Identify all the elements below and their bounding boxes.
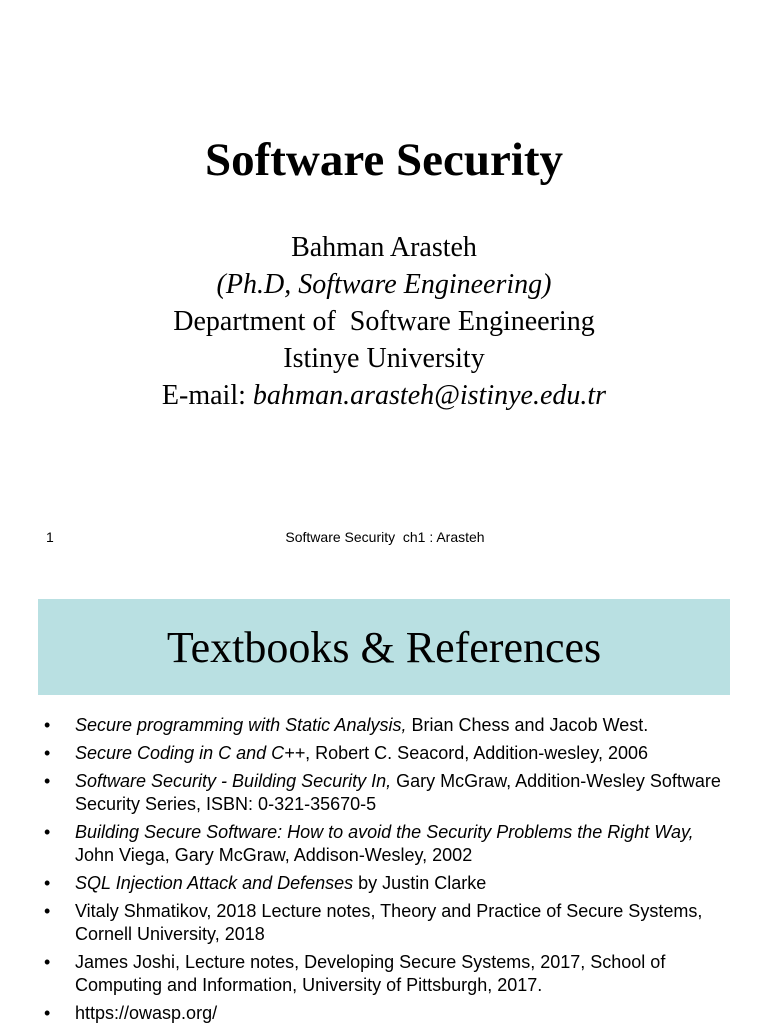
email-label: E-mail: — [161, 380, 253, 411]
list-item — [44, 951, 734, 997]
email-address: bahman.arasteh@istinye.edu.tr — [252, 380, 607, 411]
list-item — [44, 770, 734, 816]
reference-title: Secure Coding in C and C++ — [75, 743, 306, 763]
author-block — [0, 229, 768, 414]
list-item — [44, 742, 734, 765]
reference-title: SQL Injection Attack and Defenses — [75, 873, 354, 893]
references-list — [44, 714, 734, 1030]
reference-title: Secure programming with Static Analysis, — [75, 715, 407, 735]
author-name: Bahman Arasteh — [291, 232, 477, 263]
bullet-icon: • — [44, 873, 51, 893]
references-title: Textbooks & References — [166, 622, 602, 672]
reference-details: Vitaly Shmatikov, 2018 Lecture notes, Theory and Practice of Secure Systems, Cornell University, 2018 — [75, 901, 703, 944]
reference-details: James Joshi, Lecture notes, Developing Secure Systems, 2017, School of Computing and Information, University of Pittsburgh, 2017. — [75, 952, 666, 995]
slide-title: Software Security — [204, 134, 564, 186]
slide-footer: Software Security ch1 : Arasteh — [285, 529, 485, 545]
bullet-icon: • — [44, 952, 51, 972]
university: Istinye University — [283, 343, 485, 374]
page-number: 1 — [46, 529, 54, 545]
bullet-icon: • — [44, 743, 51, 763]
list-item — [44, 900, 734, 946]
reference-details: , Robert C. Seacord, Addition-wesley, 2006 — [305, 743, 649, 763]
bullet-icon: • — [44, 822, 51, 842]
reference-title: Building Secure Software: How to avoid the Security Problems the Right Way, — [75, 822, 694, 842]
reference-details: https://owasp.org/ — [75, 1003, 218, 1023]
list-item — [44, 1002, 734, 1025]
bullet-icon: • — [44, 1003, 51, 1023]
reference-details: Gary McGraw, Addition-Wesley Software Security Series, ISBN: 0-321-35670-5 — [75, 771, 721, 814]
reference-details: Brian Chess and Jacob West. — [406, 715, 649, 735]
bullet-icon: • — [44, 771, 51, 791]
reference-title: Software Security - Building Security In, — [75, 771, 392, 791]
list-item — [44, 714, 734, 737]
bullet-icon: • — [44, 901, 51, 921]
author-degree: (Ph.D, Software Engineering) — [216, 269, 552, 300]
list-item — [44, 872, 734, 895]
reference-details: by Justin Clarke — [353, 873, 487, 893]
department: Department of Software Engineering — [173, 306, 595, 337]
reference-details: John Viega, Gary McGraw, Addison-Wesley, 2002 — [75, 845, 473, 865]
email-line — [0, 377, 768, 414]
references-banner — [38, 599, 730, 695]
bullet-icon: • — [44, 715, 51, 735]
list-item — [44, 821, 734, 867]
